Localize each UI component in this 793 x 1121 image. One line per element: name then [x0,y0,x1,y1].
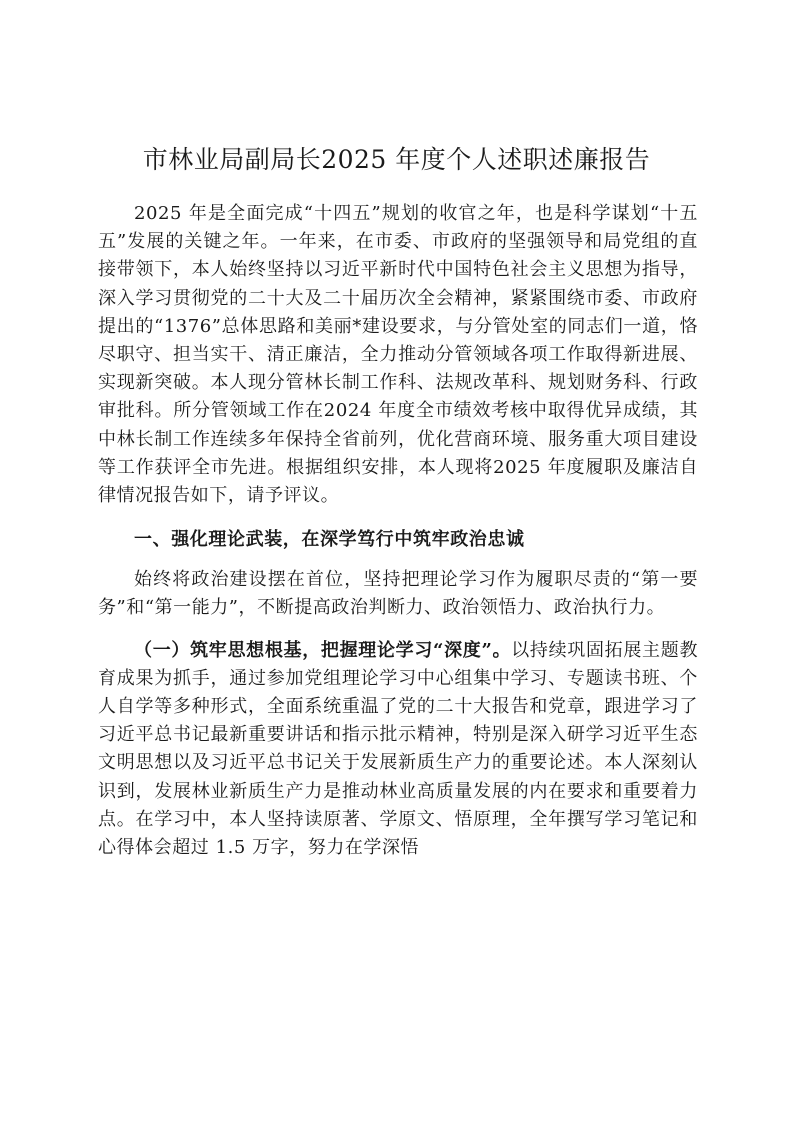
section-paragraph: 始终将政治建设摆在首位，坚持把理论学习作为履职尽责的“第一要务”和“第一能力”，不断提高政治判断力、政治领悟力、政治执行力。 [98,569,698,619]
document-title: 市林业局副局长2025 年度个人述职述廉报告 [142,145,651,174]
subsection-text: 以持续巩固拓展主题教育成果为抓手，通过参加党组理论学习中心组集中学习、专题读书班、个人自学等多种形式，全面系统重温了党的二十大报告和党章，跟进学习了习近平总书记最新重要讲话和指示批示精神，特别是深入研学习近平生态文明思想以及习近平总书记关于发展新质生产力的重要论述。本人深刻认识到，发展林业新质生产力是推动林业高质量发展的内在要求和重要着力点。在学习中，本人坚持读原著、学原文、悟原理，全年撰写学习笔记和心得体会超过 1.5 万字，努力在学深悟 [98,639,698,859]
document-body [98,200,698,862]
subsection-lead: （一）筑牢思想根基，把握理论学习“深度”。 [134,639,512,661]
section-heading: 一、强化理论武装，在深学笃行中筑牢政治忠诚 [134,529,525,551]
intro-paragraph: 2025 年是全面完成“十四五”规划的收官之年，也是科学谋划“十五五”发展的关键之年。一年来，在市委、市政府的坚强领导和局党组的直接带领下，本人始终坚持以习近平新时代中国特色社会主义思想为指导，深入学习贯彻党的二十大及二十届历次全会精神，紧紧围绕市委、市政府提出的“1376”总体思路和美丽*建设要求，与分管处室的同志们一道，恪尽职守、担当实干、清正廉洁，全力推动分管领域各项工作取得新进展、实现新突破。本人现分管林长制工作科、法规改革科、规划财务科、行政审批科。所分管领域工作在2024 年度全市绩效考核中取得优异成绩，其中林长制工作连续多年保持全省前列，优化营商环境、服务重大项目建设等工作获评全市先进。根据组织安排，本人现将2025 年度履职及廉洁自律情况报告如下，请予评议。 [98,203,698,507]
subsection-paragraph [98,637,698,863]
